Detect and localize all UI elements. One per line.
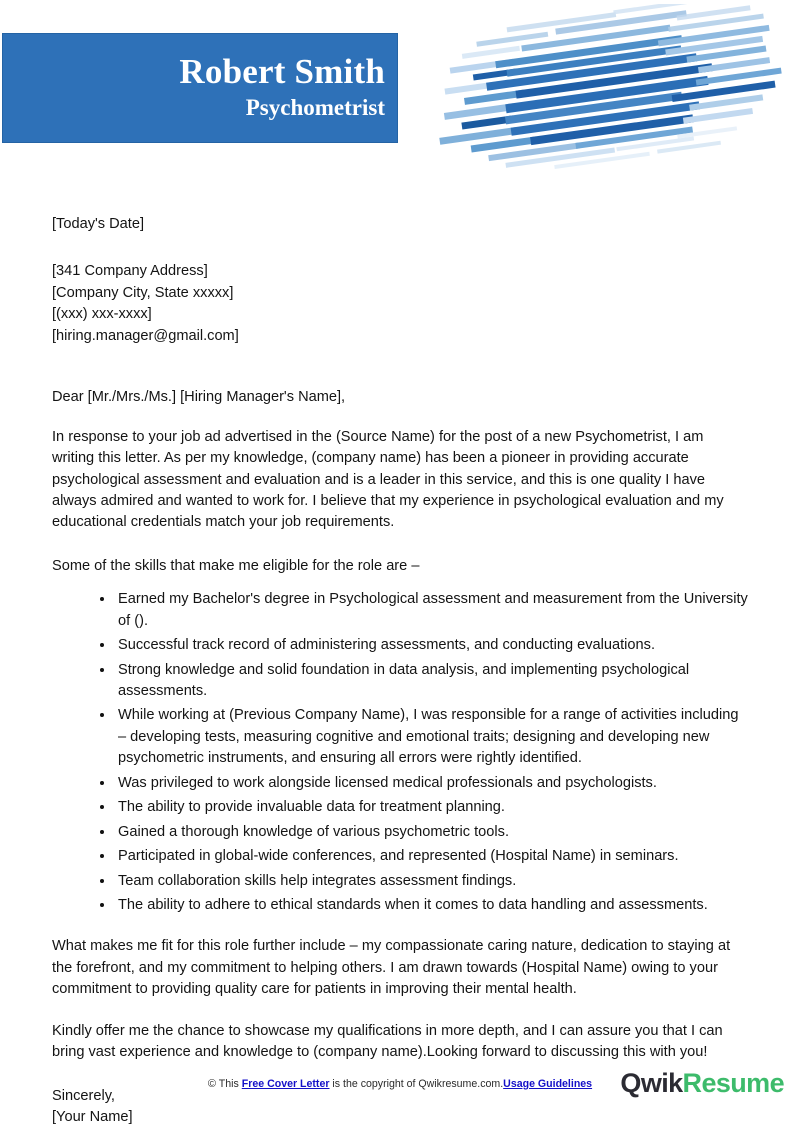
list-item: Participated in global-wide conferences, and represented (Hospital Name) in seminars. <box>100 846 748 867</box>
list-item: Was privileged to work alongside licensed medical professionals and psychologists. <box>100 773 748 794</box>
list-item: Gained a thorough knowledge of various psychometric tools. <box>100 822 748 843</box>
skills-list <box>52 589 748 916</box>
closing-paragraph-2: Kindly offer me the chance to showcase my qualifications in more depth, and I can assure you that I can bring vast experience and knowledge to (company name).Looking forward to discussing this with you! <box>52 1022 723 1061</box>
copyright-text-middle: is the copyright of Qwikresume.com. <box>329 1078 504 1090</box>
copyright-icon: © <box>207 1078 217 1090</box>
list-item: While working at (Previous Company Name), I was responsible for a range of activities including – developing tests, measuring cognitive and emotional traits; designing and developing new psychometric instruments, and ensuring all errors were rightly identified. <box>100 705 748 769</box>
list-item: The ability to adhere to ethical standards when it comes to data handling and assessments. <box>100 895 748 916</box>
usage-guidelines-link[interactable]: Usage Guidelines <box>503 1078 593 1090</box>
recipient-address-block <box>52 261 748 347</box>
salutation: Dear [Mr./Mrs./Ms.] [Hiring Manager's Name], <box>52 389 346 406</box>
date-line: [Today's Date] <box>52 216 145 232</box>
closing-paragraph-1: What makes me fit for this role further include – my compassionate caring nature, dedication to staying at the forefront, and my commitment to helping others. I am drawn towards (Hospital Name) owing to your commitment to providing quality care for patients in improving their mental health. <box>52 938 731 998</box>
applicant-job-title: Psychometrist <box>245 95 385 121</box>
logo-text-qwik: Qwik <box>620 1068 683 1098</box>
list-item: Earned my Bachelor's degree in Psychological assessment and measurement from the University of (). <box>100 589 748 632</box>
applicant-name: Robert Smith <box>179 52 385 92</box>
list-item: Team collaboration skills help integrates assessment findings. <box>100 871 748 892</box>
abstract-blue-streaks-graphic-icon <box>424 4 790 172</box>
page-footer <box>0 1062 800 1132</box>
address-line: [341 Company Address] <box>52 263 208 280</box>
free-cover-letter-link[interactable]: Free Cover Letter <box>241 1078 330 1090</box>
skills-intro: Some of the skills that make me eligible for the role are – <box>52 557 420 574</box>
list-item: Successful track record of administering assessments, and conducting evaluations. <box>100 635 748 656</box>
address-line: [Company City, State xxxxx] <box>52 284 234 301</box>
logo-text-resume: Resume <box>682 1068 784 1098</box>
sign-off-text: Sincerely, <box>52 1087 115 1104</box>
list-item: The ability to provide invaluable data for treatment planning. <box>100 797 748 818</box>
list-item: Strong knowledge and solid foundation in data analysis, and implementing psychological assessments. <box>100 660 748 703</box>
letter-body <box>0 178 800 1128</box>
name-title-box <box>2 33 398 143</box>
copyright-text-before: This <box>218 1078 242 1090</box>
address-line: [hiring.manager@gmail.com] <box>52 327 239 344</box>
signature-name: [Your Name] <box>52 1109 133 1125</box>
opening-paragraph: In response to your job ad advertised in the (Source Name) for the post of a new Psychometrist, I am writing this letter. As per my knowledge, (company name) has been a pioneer in providing accurate psychological assessment and evaluation and is a leader in this service, and this is one quality I have always admired and wanted to work for. I believe that my experience in psychological evaluation and my educational credentials match your job requirements. <box>52 428 724 531</box>
address-line: [(xxx) xxx-xxxx] <box>52 306 152 323</box>
letter-header <box>0 0 800 178</box>
qwikresume-logo[interactable] <box>620 1068 784 1099</box>
